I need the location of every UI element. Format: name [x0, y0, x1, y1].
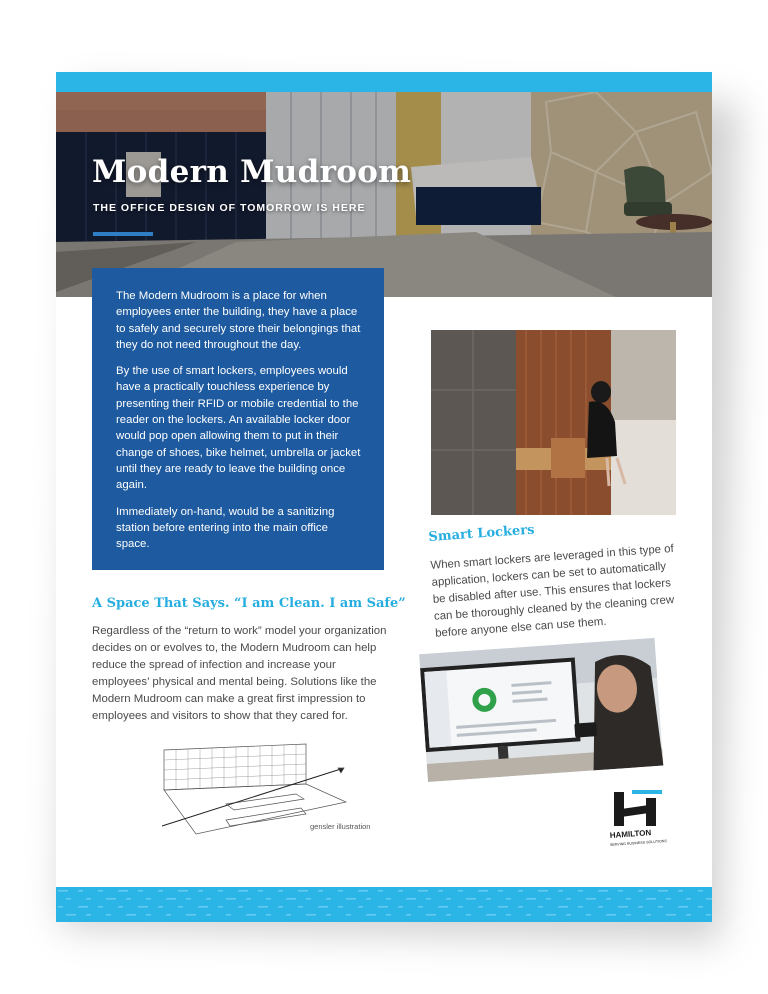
smart-lockers-title: Smart Lockers — [428, 522, 535, 545]
band-pattern-dash — [626, 914, 631, 916]
band-pattern-dash — [418, 906, 423, 908]
band-pattern-dash — [298, 890, 308, 892]
band-pattern-dash — [198, 890, 203, 892]
monitoring-desk-photo — [419, 638, 663, 782]
band-pattern-dash — [358, 890, 368, 892]
band-pattern-dash — [258, 890, 263, 892]
illustration-caption: gensler illustration — [310, 822, 371, 831]
band-pattern-dash — [518, 890, 523, 892]
band-pattern-dash — [78, 906, 88, 908]
band-pattern-dash — [638, 890, 643, 892]
band-pattern-dash — [566, 898, 571, 900]
band-pattern-dash — [258, 906, 268, 908]
band-pattern-dash — [346, 898, 356, 900]
hamilton-logo — [606, 790, 676, 850]
lobby-photo — [56, 92, 712, 297]
bottom-pattern-band — [56, 887, 712, 922]
band-pattern-dash — [426, 898, 431, 900]
smart-lockers-body: When smart lockers are leveraged in this type of application, lockers can be set to automatically be disabled after use. This ensures that lockers can be thoroughly cleaned by the cleaning crew before anyone else can use them. — [430, 542, 675, 640]
band-pattern-dash — [58, 890, 68, 892]
band-pattern-dash — [586, 898, 596, 900]
band-pattern-dash — [158, 906, 163, 908]
band-pattern-dash — [98, 906, 103, 908]
band-pattern-dash — [686, 914, 691, 916]
band-pattern-dash — [306, 898, 311, 900]
band-pattern-dash — [138, 906, 148, 908]
band-pattern-dash — [386, 898, 391, 900]
band-pattern-dash — [398, 906, 403, 908]
band-pattern-dash — [178, 890, 188, 892]
band-pattern-dash — [126, 914, 136, 916]
band-pattern-dash — [526, 914, 531, 916]
smart-lockers-photo — [431, 330, 676, 515]
band-pattern-dash — [238, 906, 243, 908]
band-pattern-dash — [706, 898, 712, 900]
band-pattern-dash — [498, 906, 508, 908]
band-pattern-dash — [338, 906, 343, 908]
band-pattern-dash — [486, 914, 496, 916]
band-pattern-dash — [598, 906, 603, 908]
band-pattern-dash — [558, 906, 568, 908]
band-pattern-dash — [538, 890, 548, 892]
band-pattern-dash — [486, 898, 491, 900]
band-pattern-dash — [598, 890, 608, 892]
band-pattern-dash — [458, 890, 463, 892]
band-pattern-dash — [518, 906, 523, 908]
band-pattern-dash — [338, 890, 343, 892]
band-pattern-dash — [646, 898, 656, 900]
band-pattern-dash — [86, 898, 91, 900]
band-pattern-dash — [138, 890, 143, 892]
band-pattern-dash — [158, 890, 163, 892]
band-pattern-dash — [478, 906, 483, 908]
band-pattern-dash — [218, 890, 223, 892]
band-pattern-dash — [86, 914, 91, 916]
band-pattern-dash — [98, 890, 103, 892]
band-pattern-dash — [366, 914, 376, 916]
band-pattern-dash — [658, 906, 663, 908]
logo-tagline: SERVING BUSINESS SOLUTIONS — [609, 839, 667, 847]
band-pattern-dash — [566, 914, 571, 916]
band-pattern-dash — [606, 898, 611, 900]
top-accent-band — [56, 72, 712, 92]
band-pattern-dash — [146, 898, 151, 900]
band-pattern-dash — [546, 914, 556, 916]
hero-accent-rule — [93, 232, 153, 236]
band-pattern-dash — [646, 914, 651, 916]
band-pattern-dash — [698, 906, 703, 908]
band-pattern-dash — [238, 890, 248, 892]
band-pattern-dash — [586, 914, 591, 916]
band-pattern-dash — [458, 906, 463, 908]
band-pattern-dash — [706, 914, 711, 916]
band-pattern-dash — [66, 914, 76, 916]
band-pattern-dash — [178, 906, 183, 908]
band-pattern-dash — [106, 898, 116, 900]
band-pattern-dash — [126, 898, 131, 900]
band-pattern-dash — [186, 914, 196, 916]
band-pattern-dash — [546, 898, 551, 900]
band-pattern-dash — [626, 898, 631, 900]
band-pattern-dash — [466, 898, 476, 900]
band-pattern-dash — [306, 914, 316, 916]
band-pattern-dash — [166, 898, 176, 900]
band-pattern-dash — [698, 890, 703, 892]
band-pattern-dash — [678, 890, 683, 892]
band-pattern-dash — [58, 906, 63, 908]
flyer-page — [56, 72, 712, 922]
band-pattern-dash — [278, 890, 283, 892]
band-pattern-dash — [538, 906, 543, 908]
band-pattern-dash — [186, 898, 191, 900]
band-pattern-dash — [406, 914, 411, 916]
band-pattern-dash — [286, 898, 296, 900]
band-pattern-dash — [618, 890, 623, 892]
hero-subtitle: THE OFFICE DESIGN OF TOMORROW IS HERE — [93, 202, 366, 214]
band-pattern-dash — [118, 890, 128, 892]
band-pattern-dash — [418, 890, 428, 892]
clean-section-title: A Space That Says. “I am Clean. I am Safe” — [92, 596, 406, 611]
clean-section-body: Regardless of the “return to work” model your organization decides on or evolves to, the Modern Mudroom can help reduce the spread of infection and increase your employees’ physical and mental being. Solutions like the Modern Mudroom can make a great first impression to employees and visitors to show that they cared for. — [92, 625, 387, 722]
band-pattern-dash — [558, 890, 563, 892]
band-pattern-dash — [286, 914, 291, 916]
band-pattern-dash — [578, 906, 583, 908]
band-pattern-dash — [266, 914, 271, 916]
band-pattern-dash — [226, 898, 236, 900]
band-pattern-dash — [446, 914, 451, 916]
band-pattern-dash — [406, 898, 416, 900]
band-pattern-dash — [658, 890, 668, 892]
band-pattern-dash — [146, 914, 151, 916]
band-pattern-dash — [318, 890, 323, 892]
hero-title: Modern Mudroom — [92, 154, 412, 190]
band-pattern-dash — [466, 914, 471, 916]
band-pattern-dash — [578, 890, 583, 892]
smart-lockers-block — [428, 513, 675, 640]
logo-wordmark: HAMILTON — [609, 828, 652, 840]
band-pattern-dash — [666, 914, 676, 916]
band-pattern-dash — [66, 898, 71, 900]
band-pattern-dash — [218, 906, 223, 908]
band-pattern-dash — [498, 890, 503, 892]
band-pattern-dash — [438, 890, 443, 892]
band-pattern-dash — [106, 914, 111, 916]
band-pattern-dash — [426, 914, 436, 916]
band-pattern-dash — [378, 890, 383, 892]
band-pattern-dash — [318, 906, 328, 908]
band-pattern-dash — [78, 890, 83, 892]
band-pattern-dash — [506, 914, 511, 916]
band-pattern-dash — [246, 898, 251, 900]
band-pattern-dash — [446, 898, 451, 900]
intro-panel — [92, 268, 384, 570]
band-pattern-dash — [526, 898, 536, 900]
intro-paragraph: The Modern Mudroom is a place for when employees enter the building, they have a place to safely and securely store their belongings that they do not need throughout the day. — [116, 290, 361, 351]
band-pattern-dash — [326, 914, 331, 916]
band-pattern-dash — [198, 906, 208, 908]
band-pattern-dash — [686, 898, 691, 900]
band-pattern-dash — [398, 890, 403, 892]
intro-paragraph: Immediately on-hand, would be a sanitizing station before entering into the main office space. — [116, 505, 335, 551]
band-pattern-dash — [346, 914, 351, 916]
band-pattern-dash — [438, 906, 448, 908]
band-pattern-dash — [358, 906, 363, 908]
band-pattern-dash — [638, 906, 643, 908]
band-pattern-dash — [378, 906, 388, 908]
band-pattern-dash — [386, 914, 391, 916]
band-pattern-dash — [278, 906, 283, 908]
band-pattern-dash — [118, 906, 123, 908]
band-pattern-dash — [666, 898, 671, 900]
band-pattern-dash — [206, 914, 211, 916]
band-pattern-dash — [266, 898, 271, 900]
band-pattern-dash — [246, 914, 256, 916]
band-pattern-dash — [326, 898, 331, 900]
band-pattern-dash — [298, 906, 303, 908]
band-pattern-dash — [366, 898, 371, 900]
band-pattern-dash — [678, 906, 688, 908]
band-pattern-dash — [606, 914, 616, 916]
band-pattern-dash — [618, 906, 628, 908]
intro-paragraph: By the use of smart lockers, employees would have a practically touchless experience by presenting their RFID or mobile credential to the reader on the lockers. An available locker door would pop open allowing them to put in their change of shoes, bike helmet, umbrella or jacket until they are ready to leave the building once again. — [116, 365, 361, 492]
band-pattern-dash — [166, 914, 171, 916]
hero-banner — [56, 92, 712, 297]
band-pattern-dash — [506, 898, 511, 900]
band-pattern-dash — [478, 890, 488, 892]
band-pattern-dash — [226, 914, 231, 916]
band-pattern-dash — [206, 898, 211, 900]
